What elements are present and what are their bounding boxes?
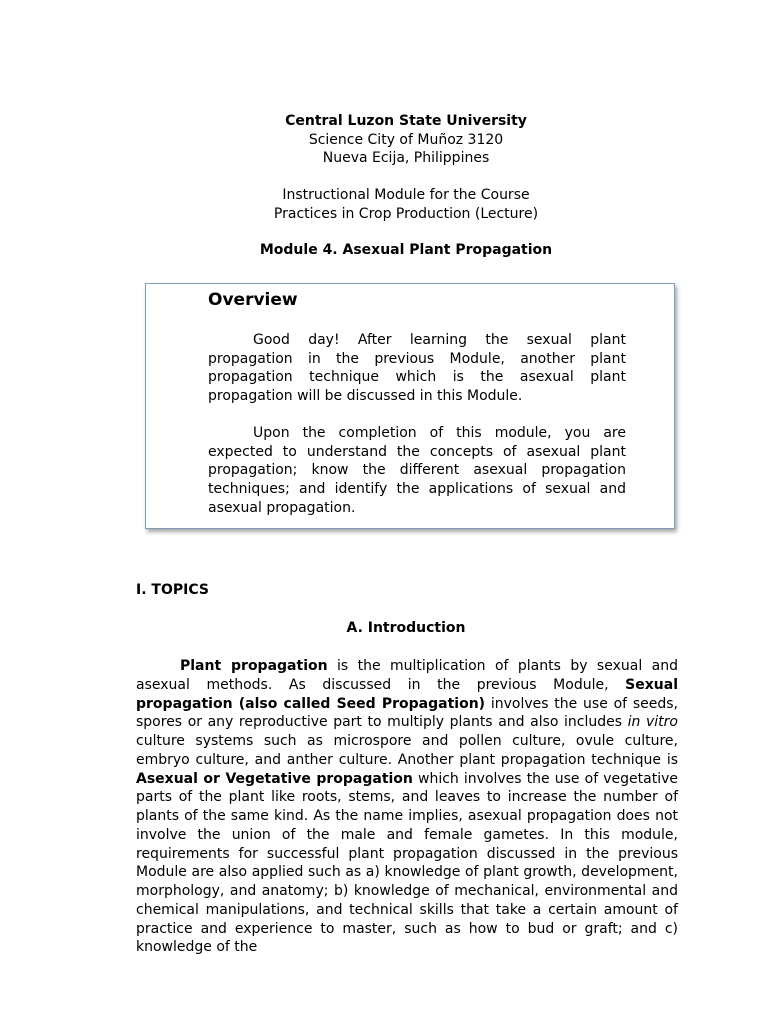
course-line-1: Instructional Module for the Course: [282, 187, 530, 203]
header-spacer: [0, 168, 768, 187]
address-line-2: Nueva Ecija, Philippines: [322, 150, 490, 166]
intro-text-4: which involves the use of vegetative parts of the plant like roots, stems, and leaves to increase the number of plants of the same kind. As the name implies, asexual propagation does not involve the union of the male and female gametes. In this module, requirements for successful plant propagation discussed in the previous Module are also applied such as a) knowledge of plant growth, development, morphology, and anatomy; b) knowledge of mechanical, environmental and chemical manipulations, and technical skills that take a certain amount of practice and experience to master, such as how to bud or graft; and c) knowledge of the: [136, 770, 678, 956]
subsection-heading-introduction: A. Introduction: [346, 620, 466, 636]
overview-paragraph-2: Upon the completion of this module, you are expected to understand the concepts of asexual plant propagation; know the different asexual propagation techniques; and identify the applications of sexual and asexual propagation.: [208, 425, 626, 516]
overview-title: Overview: [208, 290, 298, 310]
overview-box: [145, 283, 675, 529]
overview-paragraph-1: Good day! After learning the sexual plant propagation in the previous Module, another plant propagation technique which is the asexual plant propagation will be discussed in this Module.: [208, 332, 626, 405]
intro-text-3: culture systems such as microspore and pollen culture, ovule culture, embryo culture, and anther culture. Another plant propagation technique is: [136, 733, 678, 768]
address-line-1: Science City of Muñoz 3120: [308, 131, 504, 148]
university-name: Central Luzon State University: [285, 113, 527, 129]
introduction-paragraph: [136, 657, 678, 957]
document-header: [0, 112, 768, 223]
term-plant-propagation: Plant propagation: [180, 658, 328, 674]
course-line-2: Practices in Crop Production (Lecture): [273, 205, 539, 222]
term-asexual-propagation: Asexual or Vegetative propagation: [136, 770, 413, 787]
intro-text-2: involves the use of seeds, spores or any reproductive part to multiply plants and also includes: [136, 695, 678, 731]
term-sexual-propagation: Sexual propagation (also called Seed Propagation): [136, 676, 678, 712]
module-title: Module 4. Asexual Plant Propagation: [259, 242, 553, 258]
term-in-vitro: in vitro: [627, 714, 678, 731]
section-heading-topics: I. TOPICS: [136, 582, 209, 598]
intro-text-1: is the multiplication of plants by sexual and asexual methods. As discussed in the previous Module,: [136, 658, 678, 693]
